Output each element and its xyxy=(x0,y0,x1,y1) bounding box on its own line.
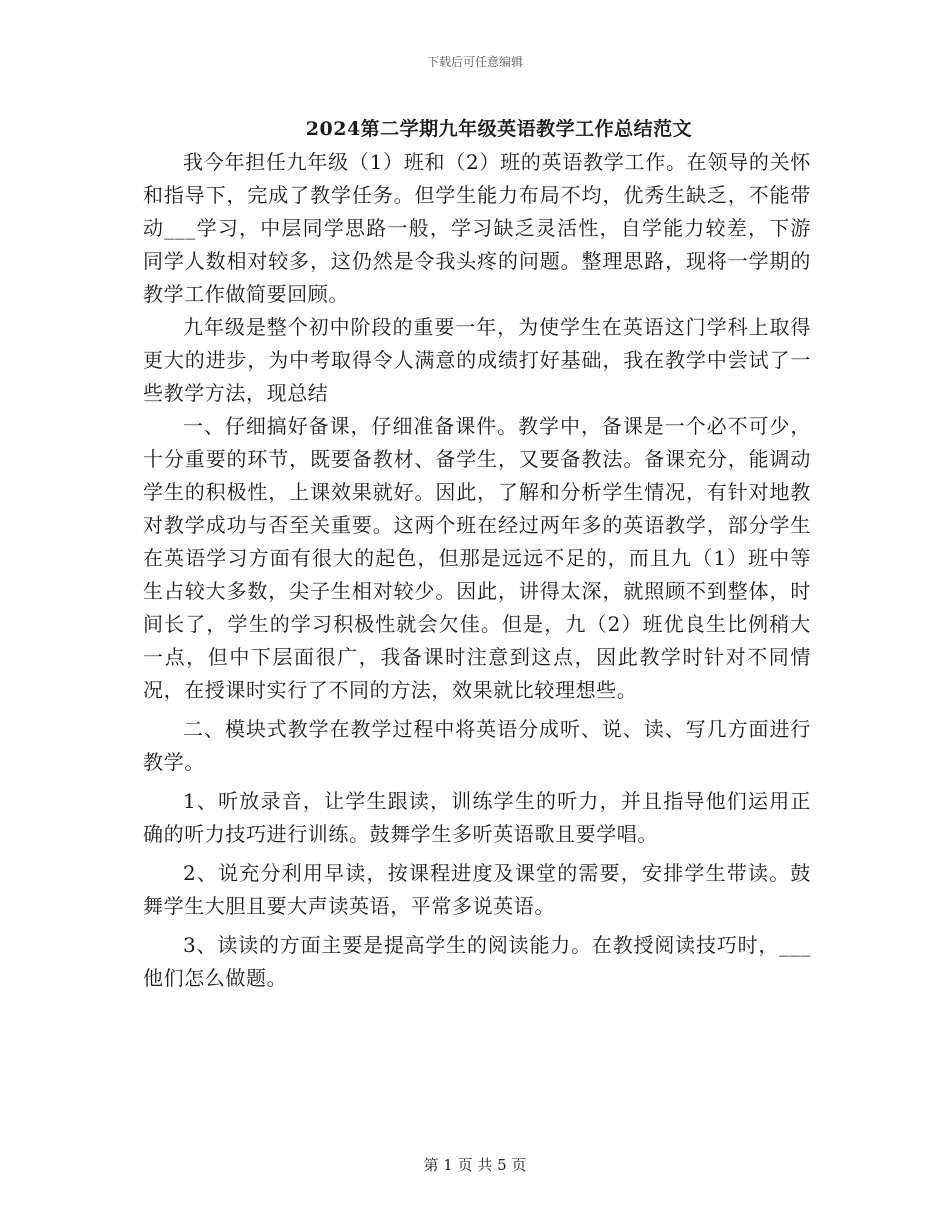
document-title: 2024第二学期九年级英语教学工作总结范文 xyxy=(305,118,693,140)
paragraph-listening: 1、听放录音，让学生跟读，训练学生的听力，并且指导他们运用正确的听力技巧进行训练。鼓舞学生多听英语歌且要学唱。 xyxy=(143,789,811,846)
document-body xyxy=(143,146,811,995)
paragraph-section-one: 一、仔细搞好备课，仔细准备课件。教学中，备课是一个必不可少，十分重要的环节，既要备教材、备学生，又要备教法。备课充分，能调动学生的积极性，上课效果就好。因此，了解和分析学生情况，有针对地教对教学成功与否至关重要。这两个班在经过两年多的英语教学，部分学生在英语学习方面有很大的起色，但那是远远不足的，而且九（1）班中等生占较大多数，尖子生相对较少。因此，讲得太深，就照顾不到整体，时间长了，学生的学习积极性就会欠佳。但是，九（2）班优良生比例稍大一点，但中下层面很广，我备课时注意到这点，因此教学时针对不同情况，在授课时实行了不同的方法，效果就比较理想些。 xyxy=(143,414,811,702)
paragraph-speaking: 2、说充分利用早读，按课程进度及课堂的需要，安排学生带读。鼓舞学生大胆且要大声读英语，平常多说英语。 xyxy=(143,861,811,918)
paragraph-overview: 九年级是整个初中阶段的重要一年，为使学生在英语这门学科上取得更大的进步，为中考取得令人满意的成绩打好基础，我在教学中尝试了一些教学方法，现总结 xyxy=(143,315,811,405)
page-header-note: 下载后可任意编辑 xyxy=(426,55,523,69)
page-footer: 第 1 页 共 5 页 xyxy=(423,1156,527,1174)
paragraph-reading: 3、读读的方面主要是提高学生的阅读能力。在教授阅读技巧时，___他们怎么做题。 xyxy=(143,933,811,990)
paragraph-section-two: 二、模块式教学在教学过程中将英语分成听、说、读、写几方面进行教学。 xyxy=(143,717,811,774)
paragraph-intro: 我今年担任九年级（1）班和（2）班的英语教学工作。在领导的关怀和指导下，完成了教学任务。但学生能力布局不均，优秀生缺乏，不能带动___学习，中层同学思路一般，学习缺乏灵活性，自学能力较差，下游同学人数相对较多，这仍然是令我头疼的问题。整理思路，现将一学期的教学工作做简要回顾。 xyxy=(143,150,811,306)
